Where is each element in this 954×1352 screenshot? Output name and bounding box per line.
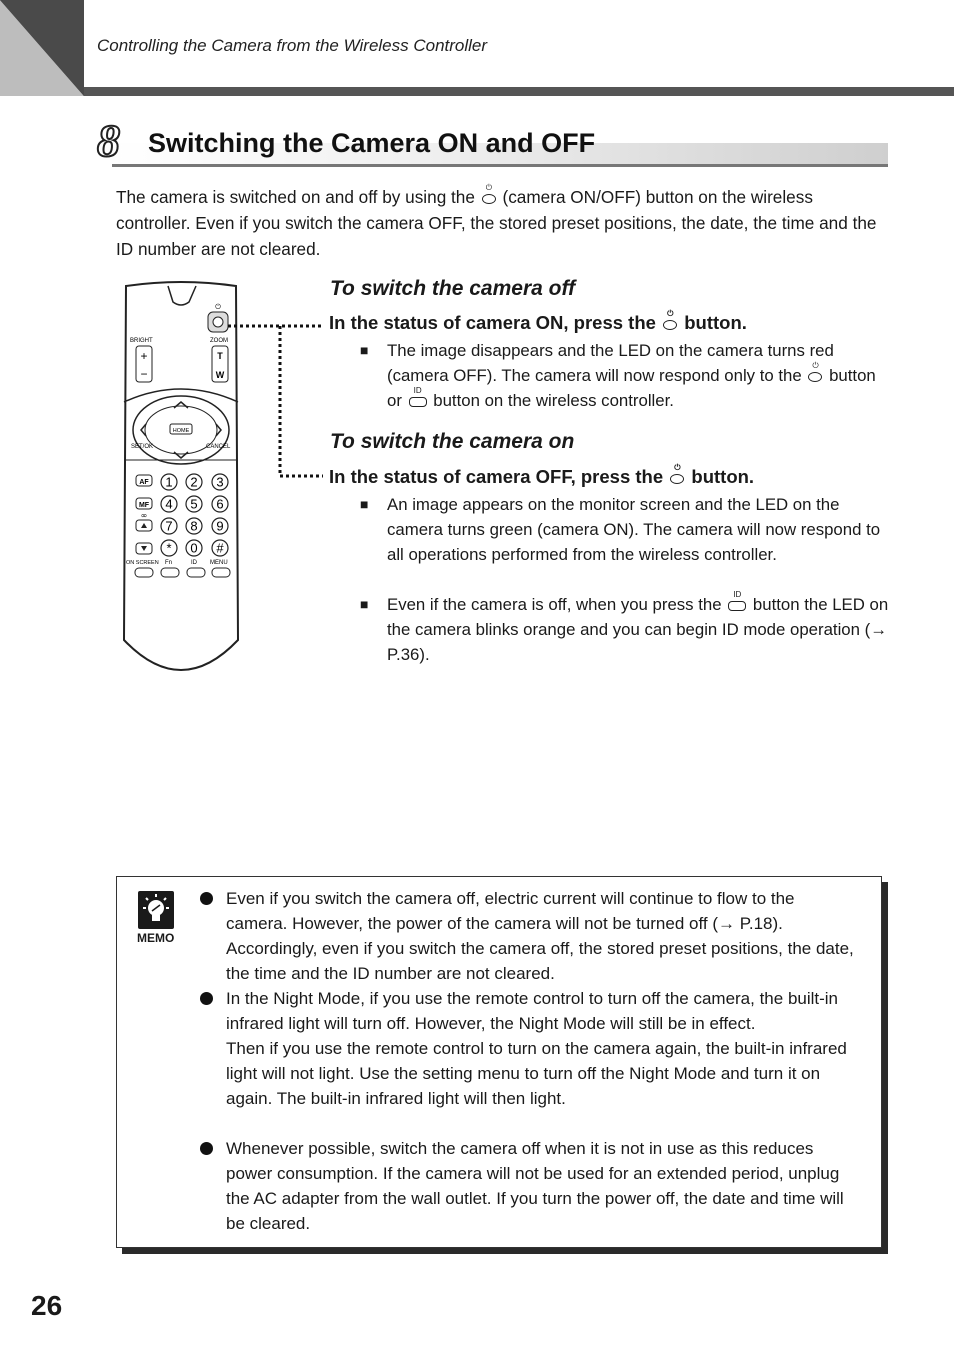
- wireless-controller-illustration: [116, 280, 246, 690]
- switch-off-bullet-b: button or: [387, 366, 876, 410]
- keypad-key-5: [186, 496, 202, 512]
- svg-text:⏻: ⏻: [215, 303, 221, 311]
- power-icon: ⏻: [806, 365, 824, 383]
- switch-on-bullet-2b: button the LED on the camera blinks orange and you can begin ID mode operation (→ P.36).: [387, 595, 889, 664]
- svg-text:0: 0: [190, 540, 198, 556]
- svg-text:*: *: [166, 540, 172, 556]
- bright-minus: −: [140, 367, 148, 381]
- switch-off-step-end: button.: [684, 312, 747, 333]
- memo-item-2-text: In the Night Mode, if you use the remote control to turn off the camera, the built-in infrared light will turn off. However, the Night Mode will still be in effect.: [226, 989, 839, 1033]
- power-icon: ⏻: [668, 467, 686, 485]
- switch-off-heading: To switch the camera off: [330, 277, 576, 300]
- zoom-tele: T: [217, 351, 223, 361]
- memo-label: MEMO: [137, 931, 175, 945]
- intro-text-part2: (camera ON/OFF) button on the wireless controller. Even if you switch the camera OFF, the stored preset positions, the date, the time and the ID number are not cleared.: [116, 187, 877, 259]
- switch-off-bullet-a: The image disappears and the LED on the camera turns red (camera OFF). The camera will now respond only to the: [387, 341, 834, 385]
- switch-on-step-end: button.: [691, 466, 755, 487]
- memo-item-1: [200, 886, 860, 986]
- zoom-wide: W: [215, 370, 225, 380]
- keypad-key-4: [161, 496, 177, 512]
- id-button-icon: ID: [726, 594, 748, 612]
- round-bullet-icon: [200, 892, 213, 905]
- switch-on-bullet-1-text: An image appears on the monitor screen and the LED on the camera turns green (camera ON). The camera will now respond to all operations performed from the wireless controller.: [387, 495, 881, 564]
- memo-item-2-continued: Then if you use the remote control to turn on the camera again, the built-in infrared light will not light. Use the setting menu to turn off the Night Mode and turn it on again. The built-in infrared light will then light.: [226, 1039, 847, 1108]
- page-number: 26: [31, 1290, 63, 1321]
- home-label: HOME: [172, 428, 190, 434]
- cancel-label: CANCEL: [206, 444, 231, 450]
- switch-on-bullet-2a: Even if the camera is off, when you press the: [387, 595, 722, 614]
- memo-item-3-text: Whenever possible, switch the camera off when it is not in use as this reduces power consumption. If the camera will not be used for an extended period, unplug the AC adapter from the wall outlet. If you turn the power off, the date and time will be cleared.: [226, 1139, 844, 1233]
- keypad-key-9: [212, 518, 228, 534]
- round-bullet-icon: [200, 992, 213, 1005]
- svg-text:1: 1: [165, 474, 173, 490]
- section-number: 8: [97, 115, 120, 166]
- power-icon: ⏻: [661, 313, 679, 331]
- square-bullet-icon: ■: [360, 342, 369, 358]
- mf-label: MF: [138, 502, 150, 509]
- set-ok-label: SET/OK: [131, 444, 154, 450]
- id-button: [187, 568, 205, 577]
- header-rule: [84, 87, 954, 96]
- menu-button: [212, 568, 230, 577]
- svg-text:8: 8: [190, 518, 198, 534]
- switch-on-heading: To switch the camera on: [330, 430, 575, 453]
- switch-off-step: [329, 309, 747, 334]
- switch-on-bullet-1: [360, 492, 890, 567]
- keypad-key-7: [161, 518, 177, 534]
- keypad-key-12: [212, 540, 228, 556]
- switch-on-step-text: In the status of camera OFF, press the: [329, 466, 664, 487]
- on-screen-button: [135, 568, 153, 577]
- svg-text:6: 6: [216, 496, 224, 512]
- keypad-key-1: [161, 474, 177, 490]
- memo-item-1-text: Even if you switch the camera off, electric current will continue to flow to the camera. However, the power of the camera will not be turned off (→ P.18). Accordingly, even if you switch the camera off, the stored preset positions, the date, the time and the ID number are not cleared.: [226, 889, 854, 983]
- keypad-key-11: [186, 540, 202, 556]
- fn-label: Fn: [165, 560, 173, 566]
- bright-label: BRIGHT: [130, 338, 153, 344]
- memo-lightbulb-icon: [138, 891, 174, 929]
- keypad-key-2: [186, 474, 202, 490]
- af-label: AF: [139, 479, 149, 486]
- corner-fold-decoration: [0, 0, 84, 96]
- running-title: Controlling the Camera from the Wireless Controller: [97, 36, 488, 55]
- section-title: Switching the Camera ON and OFF: [148, 128, 596, 158]
- keypad-key-10: [161, 540, 177, 556]
- id-label: ID: [191, 560, 197, 566]
- power-icon: ⏻: [480, 187, 498, 205]
- svg-text:9: 9: [216, 518, 224, 534]
- infinity-label: ∞: [140, 511, 148, 520]
- switch-off-step-text: In the status of camera ON, press the: [329, 312, 656, 333]
- svg-text:4: 4: [165, 496, 173, 512]
- switch-on-step: [329, 463, 755, 488]
- intro-text-part1: The camera is switched on and off by using the: [116, 187, 475, 207]
- switch-on-bullet-2: [360, 592, 890, 667]
- svg-text:3: 3: [216, 474, 224, 490]
- memo-item-3: [200, 1136, 860, 1236]
- svg-text:7: 7: [165, 518, 173, 534]
- keypad-key-3: [212, 474, 228, 490]
- callout-connector-lines: [228, 318, 328, 482]
- keypad-key-6: [212, 496, 228, 512]
- id-button-icon: ID: [407, 390, 429, 408]
- svg-text:2: 2: [190, 474, 198, 490]
- svg-text:5: 5: [190, 496, 198, 512]
- bright-plus: +: [140, 349, 148, 363]
- zoom-label: ZOOM: [210, 338, 228, 344]
- svg-text:#: #: [216, 540, 224, 556]
- square-bullet-icon: ■: [360, 596, 369, 612]
- round-bullet-icon: [200, 1142, 213, 1155]
- memo-item-2: [200, 986, 860, 1111]
- fn-button: [161, 568, 179, 577]
- menu-label: MENU: [210, 560, 228, 566]
- switch-off-bullet: [360, 338, 890, 413]
- switch-off-bullet-c: button on the wireless controller.: [433, 391, 674, 410]
- on-screen-label: ON SCREEN: [126, 560, 159, 566]
- square-bullet-icon: ■: [360, 496, 369, 512]
- intro-paragraph: [116, 184, 891, 262]
- keypad-key-8: [186, 518, 202, 534]
